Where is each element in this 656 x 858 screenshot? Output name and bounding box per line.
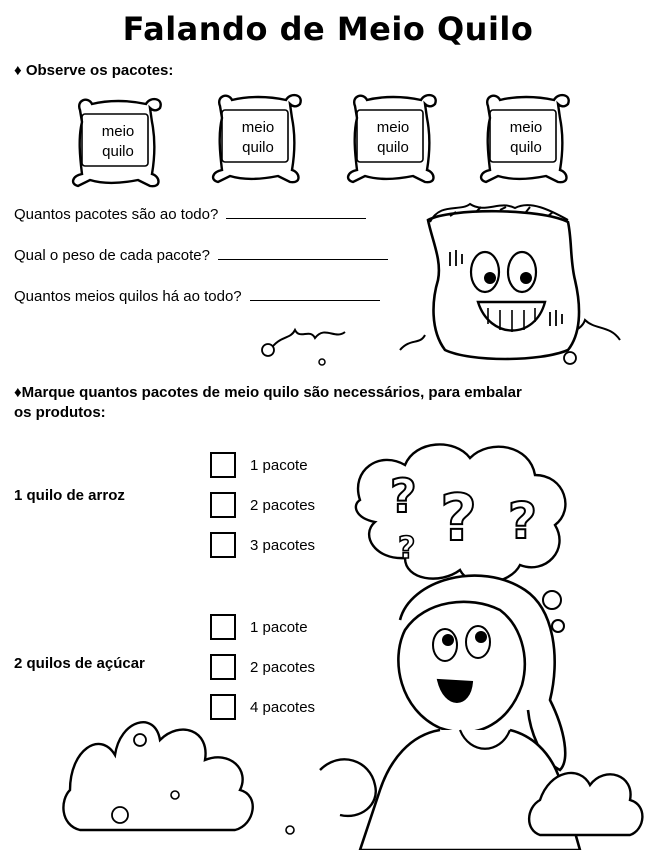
smiling-sack-illustration (250, 200, 640, 370)
girl-thinking-icon (60, 430, 650, 850)
question-3-text: Quantos meios quilos há ao todo? (14, 288, 242, 305)
page-title: Falando de Meio Quilo (122, 10, 534, 48)
section-heading-marque-line2: os produtos: (14, 404, 106, 421)
question-2-text: Qual o peso de cada pacote? (14, 247, 210, 264)
question-1-text: Quantos pacotes são ao todo? (14, 206, 219, 223)
packet-label-line1: meio (241, 119, 275, 136)
packet-label-line2: quilo (510, 139, 542, 156)
option-label: 2 pacotes (250, 496, 316, 514)
sack-character-icon (250, 200, 640, 370)
thinking-girl-illustration (60, 430, 650, 850)
svg-text:?: ? (398, 531, 416, 566)
svg-text:?: ? (440, 482, 478, 556)
option-label: 1 pacote (250, 618, 308, 636)
option-label: 1 pacote (250, 456, 308, 474)
packet-3 (343, 88, 443, 188)
item-label-arroz: 1 quilo de arroz (14, 487, 125, 504)
packet-label-line2: quilo (377, 139, 409, 156)
section-heading-marque-line1: ♦Marque quantos pacotes de meio quilo são necessários, para embalar (14, 384, 522, 401)
option-label: 3 pacotes (250, 536, 316, 554)
packet-label-line1: meio (509, 119, 543, 136)
packet-label-line2: quilo (102, 143, 134, 160)
svg-text:?: ? (508, 492, 538, 550)
packet-4 (476, 88, 576, 188)
svg-text:?: ? (390, 469, 417, 523)
packet-1 (68, 92, 168, 192)
packet-label-line1: meio (101, 123, 135, 140)
packet-2 (208, 88, 308, 188)
packet-label-line1: meio (376, 119, 410, 136)
item-label-acucar: 2 quilos de açúcar (14, 655, 145, 672)
section-heading-observe: ♦ Observe os pacotes: (14, 62, 174, 79)
option-label: 4 pacotes (250, 698, 316, 716)
option-label: 2 pacotes (250, 658, 316, 676)
packet-label-line2: quilo (242, 139, 274, 156)
